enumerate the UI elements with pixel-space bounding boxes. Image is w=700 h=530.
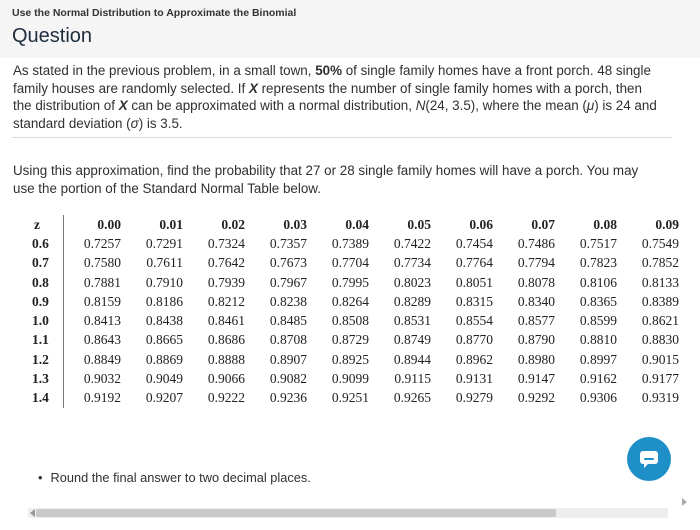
table-cell: 0.8531 [393,313,431,329]
table-cell: 0.8944 [393,351,431,367]
table-cell: 0.8078 [517,274,555,290]
table-cell: 0.8810 [579,332,617,348]
table-cell: 0.9162 [579,371,617,387]
table-cell: 0.9306 [579,390,617,406]
table-row [28,273,684,292]
table-cell: 0.7357 [269,235,307,251]
table-cell: 0.7734 [393,255,431,271]
table-cell: 0.9251 [331,390,369,406]
page-title: Question [12,25,93,47]
chevron-left-icon[interactable] [30,509,35,517]
table-cell: 0.9099 [331,371,369,387]
table-cell: 0.8461 [207,313,245,329]
table-cell: 0.9147 [517,371,555,387]
paragraph-segment: N [415,98,426,113]
table-cell: 0.8665 [145,332,183,348]
table-cell: 0.7257 [83,235,121,251]
table-cell: 0.8365 [579,293,617,309]
table-row [28,389,684,408]
table-cell: 0.8621 [641,313,679,329]
table-cell: 0.7486 [517,235,555,251]
paragraph-segment: As stated in the previous problem, in a small town, [13,63,316,78]
table-row-z-value: 1.4 [28,389,64,408]
table-row-z-value: 0.9 [28,292,64,311]
table-cell: 0.7995 [331,274,369,290]
table-body [28,234,684,408]
table-cell: 0.8186 [145,293,183,309]
paragraph-segment: represents the number of single family homes with a porch, then the distribution of [13,80,642,113]
table-cell: 0.8051 [455,274,493,290]
table-row-z-value: 1.1 [28,331,64,350]
table-row-z-value: 0.8 [28,273,64,292]
paragraph-segment: ) is 24 and standard deviation ( [13,98,657,131]
table-cell: 0.7291 [145,235,183,251]
table-row [28,234,684,253]
table-header-row [28,215,684,234]
chat-icon [638,449,660,469]
table-header-cell: 0.04 [345,216,369,232]
table-cell: 0.7704 [331,255,369,271]
table-cell: 0.8264 [331,293,369,309]
table-cell: 0.8907 [269,351,307,367]
table-cell: 0.8962 [455,351,493,367]
table-cell: 0.7611 [146,255,183,271]
paragraph-segment: X [248,80,258,96]
table-cell: 0.8980 [517,351,555,367]
table-cell: 0.8708 [269,332,307,348]
table-cell: 0.9319 [641,390,679,406]
table-header-cell: 0.01 [159,216,183,232]
table-header-cell: 0.06 [469,216,493,232]
question-paragraph-1 [13,62,663,132]
table-cell: 0.7764 [455,255,493,271]
table-cell: 0.7389 [331,235,369,251]
chevron-right-icon[interactable] [682,498,687,506]
table-cell: 0.7580 [83,255,121,271]
paragraph-segment: μ [586,98,595,113]
table-row [28,292,684,311]
table-cell: 0.8159 [83,293,121,309]
table-cell: 0.9279 [455,390,493,406]
paragraph-segment: σ [130,115,139,131]
table-cell: 0.8830 [641,332,679,348]
table-cell: 0.8485 [269,313,307,329]
table-row [28,311,684,330]
scrollbar-thumb[interactable] [36,509,556,517]
table-row [28,331,684,350]
table-cell: 0.9292 [517,390,555,406]
table-cell: 0.8686 [207,332,245,348]
table-header-cell: 0.08 [593,216,617,232]
table-cell: 0.9066 [207,371,245,387]
table-cell: 0.8888 [207,351,245,367]
table-cell: 0.9222 [207,390,245,406]
paragraph-segment: of single family homes have a front porch. 48 single family houses are randomly selected. If [13,63,651,96]
table-cell: 0.8315 [455,293,493,309]
table-cell: 0.9131 [455,371,493,387]
table-cell: 0.8413 [83,313,121,329]
table-cell: 0.9115 [394,371,431,387]
table-cell: 0.7910 [145,274,183,290]
table-cell: 0.8643 [83,332,121,348]
table-cell: 0.8554 [455,313,493,329]
table-header-cell: 0.00 [97,216,121,232]
table-cell: 0.9265 [393,390,431,406]
table-cell: 0.8925 [331,351,369,367]
table-row-z-value: 0.6 [28,234,64,253]
chat-button[interactable] [627,437,671,481]
table-cell: 0.7324 [207,235,245,251]
table-cell: 0.8508 [331,313,369,329]
paragraph-segment: can be approximated with a normal distribution, [127,98,416,113]
table-cell: 0.8997 [579,351,617,367]
table-header-cell: 0.07 [531,216,555,232]
table-row [28,350,684,369]
table-row-z-value: 0.7 [28,254,64,273]
table-cell: 0.7454 [455,235,493,251]
standard-normal-table [28,215,685,408]
table-cell: 0.8790 [517,332,555,348]
table-cell: 0.8577 [517,313,555,329]
table-cell: 0.7422 [393,235,431,251]
table-row-z-value: 1.2 [28,350,64,369]
divider [12,137,672,138]
table-cell: 0.8212 [207,293,245,309]
breadcrumb: Use the Normal Distribution to Approximate the Binomial [12,7,297,19]
table-cell: 0.9236 [269,390,307,406]
table-cell: 0.7852 [641,255,679,271]
table-cell: 0.9207 [145,390,183,406]
table-header-cell: 0.05 [407,216,431,232]
paragraph-segment: (24, 3.5), where the mean ( [425,98,587,113]
table-cell: 0.7549 [641,235,679,251]
table-header-cell: 0.09 [655,216,679,232]
table-cell: 0.7794 [517,255,555,271]
table-cell: 0.8289 [393,293,431,309]
instruction-bullet [38,470,311,485]
bullet-dot-icon: • [38,470,43,485]
table-header-cell: 0.02 [221,216,245,232]
table-cell: 0.8729 [331,332,369,348]
table-cell: 0.8133 [641,274,679,290]
table-cell: 0.8340 [517,293,555,309]
table-cell: 0.9177 [641,371,679,387]
table-cell: 0.8023 [393,274,431,290]
table-header-z: z [28,215,64,234]
table-cell: 0.9082 [269,371,307,387]
instruction-text: Round the final answer to two decimal places. [50,470,311,485]
table-cell: 0.7939 [207,274,245,290]
table-cell: 0.9032 [83,371,121,387]
table-cell: 0.7881 [83,274,121,290]
table-row-z-value: 1.3 [28,369,64,388]
table-cell: 0.9049 [145,371,183,387]
table-header-cell: 0.03 [283,216,307,232]
table-cell: 0.8599 [579,313,617,329]
paragraph-segment: X [118,98,128,113]
table-cell: 0.7673 [269,255,307,271]
table-cell: 0.8389 [641,293,679,309]
table-cell: 0.8849 [83,351,121,367]
table-row [28,369,684,388]
paragraph-segment: ) is 3.5. [138,115,183,131]
table-row-z-value: 1.0 [28,311,64,330]
table-cell: 0.7967 [269,274,307,290]
table-cell: 0.7642 [207,255,245,271]
table-row [28,254,684,273]
table-cell: 0.9192 [83,390,121,406]
paragraph-segment: 50% [315,63,342,78]
table-cell: 0.7517 [579,235,617,251]
table-cell: 0.8238 [269,293,307,309]
table-cell: 0.8438 [145,313,183,329]
table-cell: 0.8106 [579,274,617,290]
table-cell: 0.7823 [579,255,617,271]
table-cell: 0.8869 [145,351,183,367]
table-cell: 0.9015 [641,351,679,367]
question-paragraph-2: Using this approximation, find the probability that 27 or 28 single family homes will have a porch. You may use the portion of the Standard Normal Table below. [13,163,639,196]
table-cell: 0.8770 [455,332,493,348]
table-cell: 0.8749 [393,332,431,348]
